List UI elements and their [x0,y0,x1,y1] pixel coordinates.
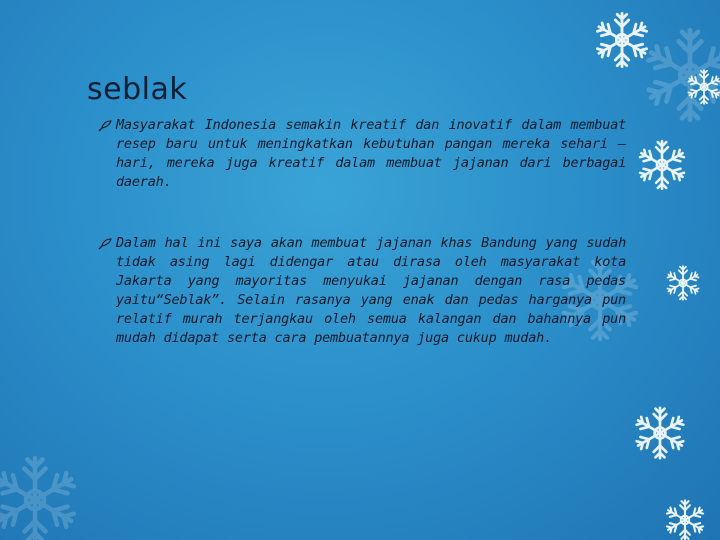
bullet-list [98,116,626,390]
slide-title: seblak [87,72,188,107]
snowflake-icon [635,408,685,458]
snowflake-icon [0,458,77,540]
bullet-text: Dalam hal ini saya akan membuat jajanan khas Bandung yang sudah tidak asing lagi didengar atau dirasa oleh masyarakat kota Jakarta yang mayoritas menyukai jajanan dengan rasa pedas yaitu“Seblak”. Selain rasanya yang enak dan pedas harganya pun relatif murah terjangkau oleh semua kalangan dan bahannya pun mudah didapat serta cara pembuatannya juga cukup mudah. [116,235,626,346]
bullet-item [98,116,626,192]
snowflake-icon [596,13,649,66]
snowflake-icon [666,266,699,300]
bullet-item [98,234,626,348]
quill-icon [98,238,112,250]
quill-icon [98,120,112,132]
snowflake-icon [638,141,685,189]
bullet-text: Masyarakat Indonesia semakin kreatif dan inovatif dalam membuat resep baru untuk meningkatkan kebutuhan pangan mereka sehari – hari, mereka juga kreatif dalam membuat jajanan dari berbagai daerah. [116,117,626,190]
snowflake-icon [666,500,705,539]
